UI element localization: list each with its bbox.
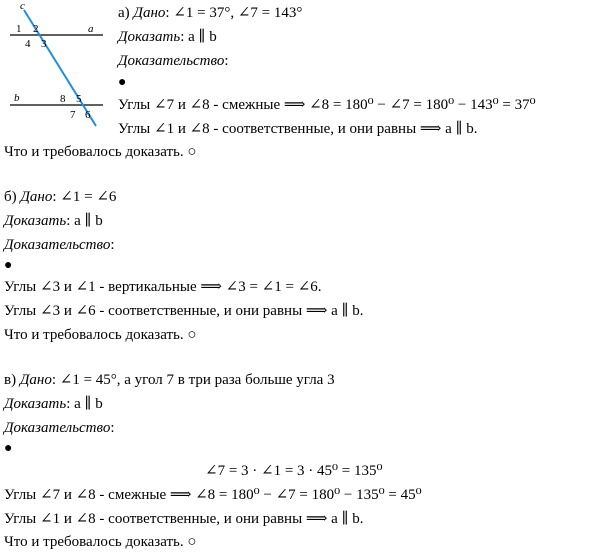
part-b-end: Что и требовалось доказать. ○ <box>4 327 197 343</box>
part-b-line2: Углы ∠3 и ∠6 - соответственные, и они равны ⟹ a ∥ b. <box>4 303 364 319</box>
label-a: a <box>88 23 94 35</box>
geometry-figure <box>8 2 118 127</box>
part-b-bullet: ● <box>4 258 13 273</box>
part-c-prove: Доказать: a ∥ b <box>4 396 103 412</box>
label-c: c <box>20 2 25 12</box>
part-c-given: в) Дано: ∠1 = 45°, а угол 7 в три раза больше угла 3 <box>4 372 335 388</box>
part-c-proof-heading: Доказательство: <box>4 420 115 436</box>
angle-label-8: 8 <box>60 93 66 105</box>
part-a-given: а) Дано: ∠1 = 37°, ∠7 = 143° <box>118 5 303 21</box>
label-b: b <box>14 92 20 104</box>
angle-label-6: 6 <box>85 109 91 121</box>
part-c-line2: Углы ∠1 и ∠8 - соответственные, и они равны ⟹ a ∥ b. <box>4 511 364 527</box>
angle-label-7: 7 <box>70 109 76 121</box>
part-a-line1: Углы ∠7 и ∠8 - смежные ⟹ ∠8 = 180⁰ − ∠7 = 180⁰ − 143⁰ = 37⁰ <box>118 97 536 113</box>
part-b-proof-heading: Доказательство: <box>4 237 115 253</box>
part-c-bullet: ● <box>4 441 13 456</box>
part-c-end: Что и требовалось доказать. ○ <box>4 534 197 550</box>
part-a-proof-heading: Доказательство: <box>118 53 229 69</box>
part-a-end: Что и требовалось доказать. ○ <box>4 144 197 160</box>
angle-label-3: 3 <box>41 38 47 50</box>
part-b-given: б) Дано: ∠1 = ∠6 <box>4 189 117 205</box>
angle-label-2: 2 <box>33 23 39 35</box>
part-b-line1: Углы ∠3 и ∠1 - вертикальные ⟹ ∠3 = ∠1 = ∠6. <box>4 279 322 295</box>
angle-label-4: 4 <box>25 38 31 50</box>
part-b-prove: Доказать: a ∥ b <box>4 213 103 229</box>
angle-label-5: 5 <box>76 93 82 105</box>
part-c-formula: ∠7 = 3 · ∠1 = 3 · 45⁰ = 135⁰ <box>205 463 383 479</box>
part-c-line1: Углы ∠7 и ∠8 - смежные ⟹ ∠8 = 180⁰ − ∠7 = 180⁰ − 135⁰ = 45⁰ <box>4 487 422 503</box>
part-a-prove: Доказать: a ∥ b <box>118 29 217 45</box>
part-a-line2: Углы ∠1 и ∠8 - соответственные, и они равны ⟹ a ∥ b. <box>118 121 478 137</box>
part-a-bullet: ● <box>118 75 127 90</box>
angle-label-1: 1 <box>16 23 22 35</box>
